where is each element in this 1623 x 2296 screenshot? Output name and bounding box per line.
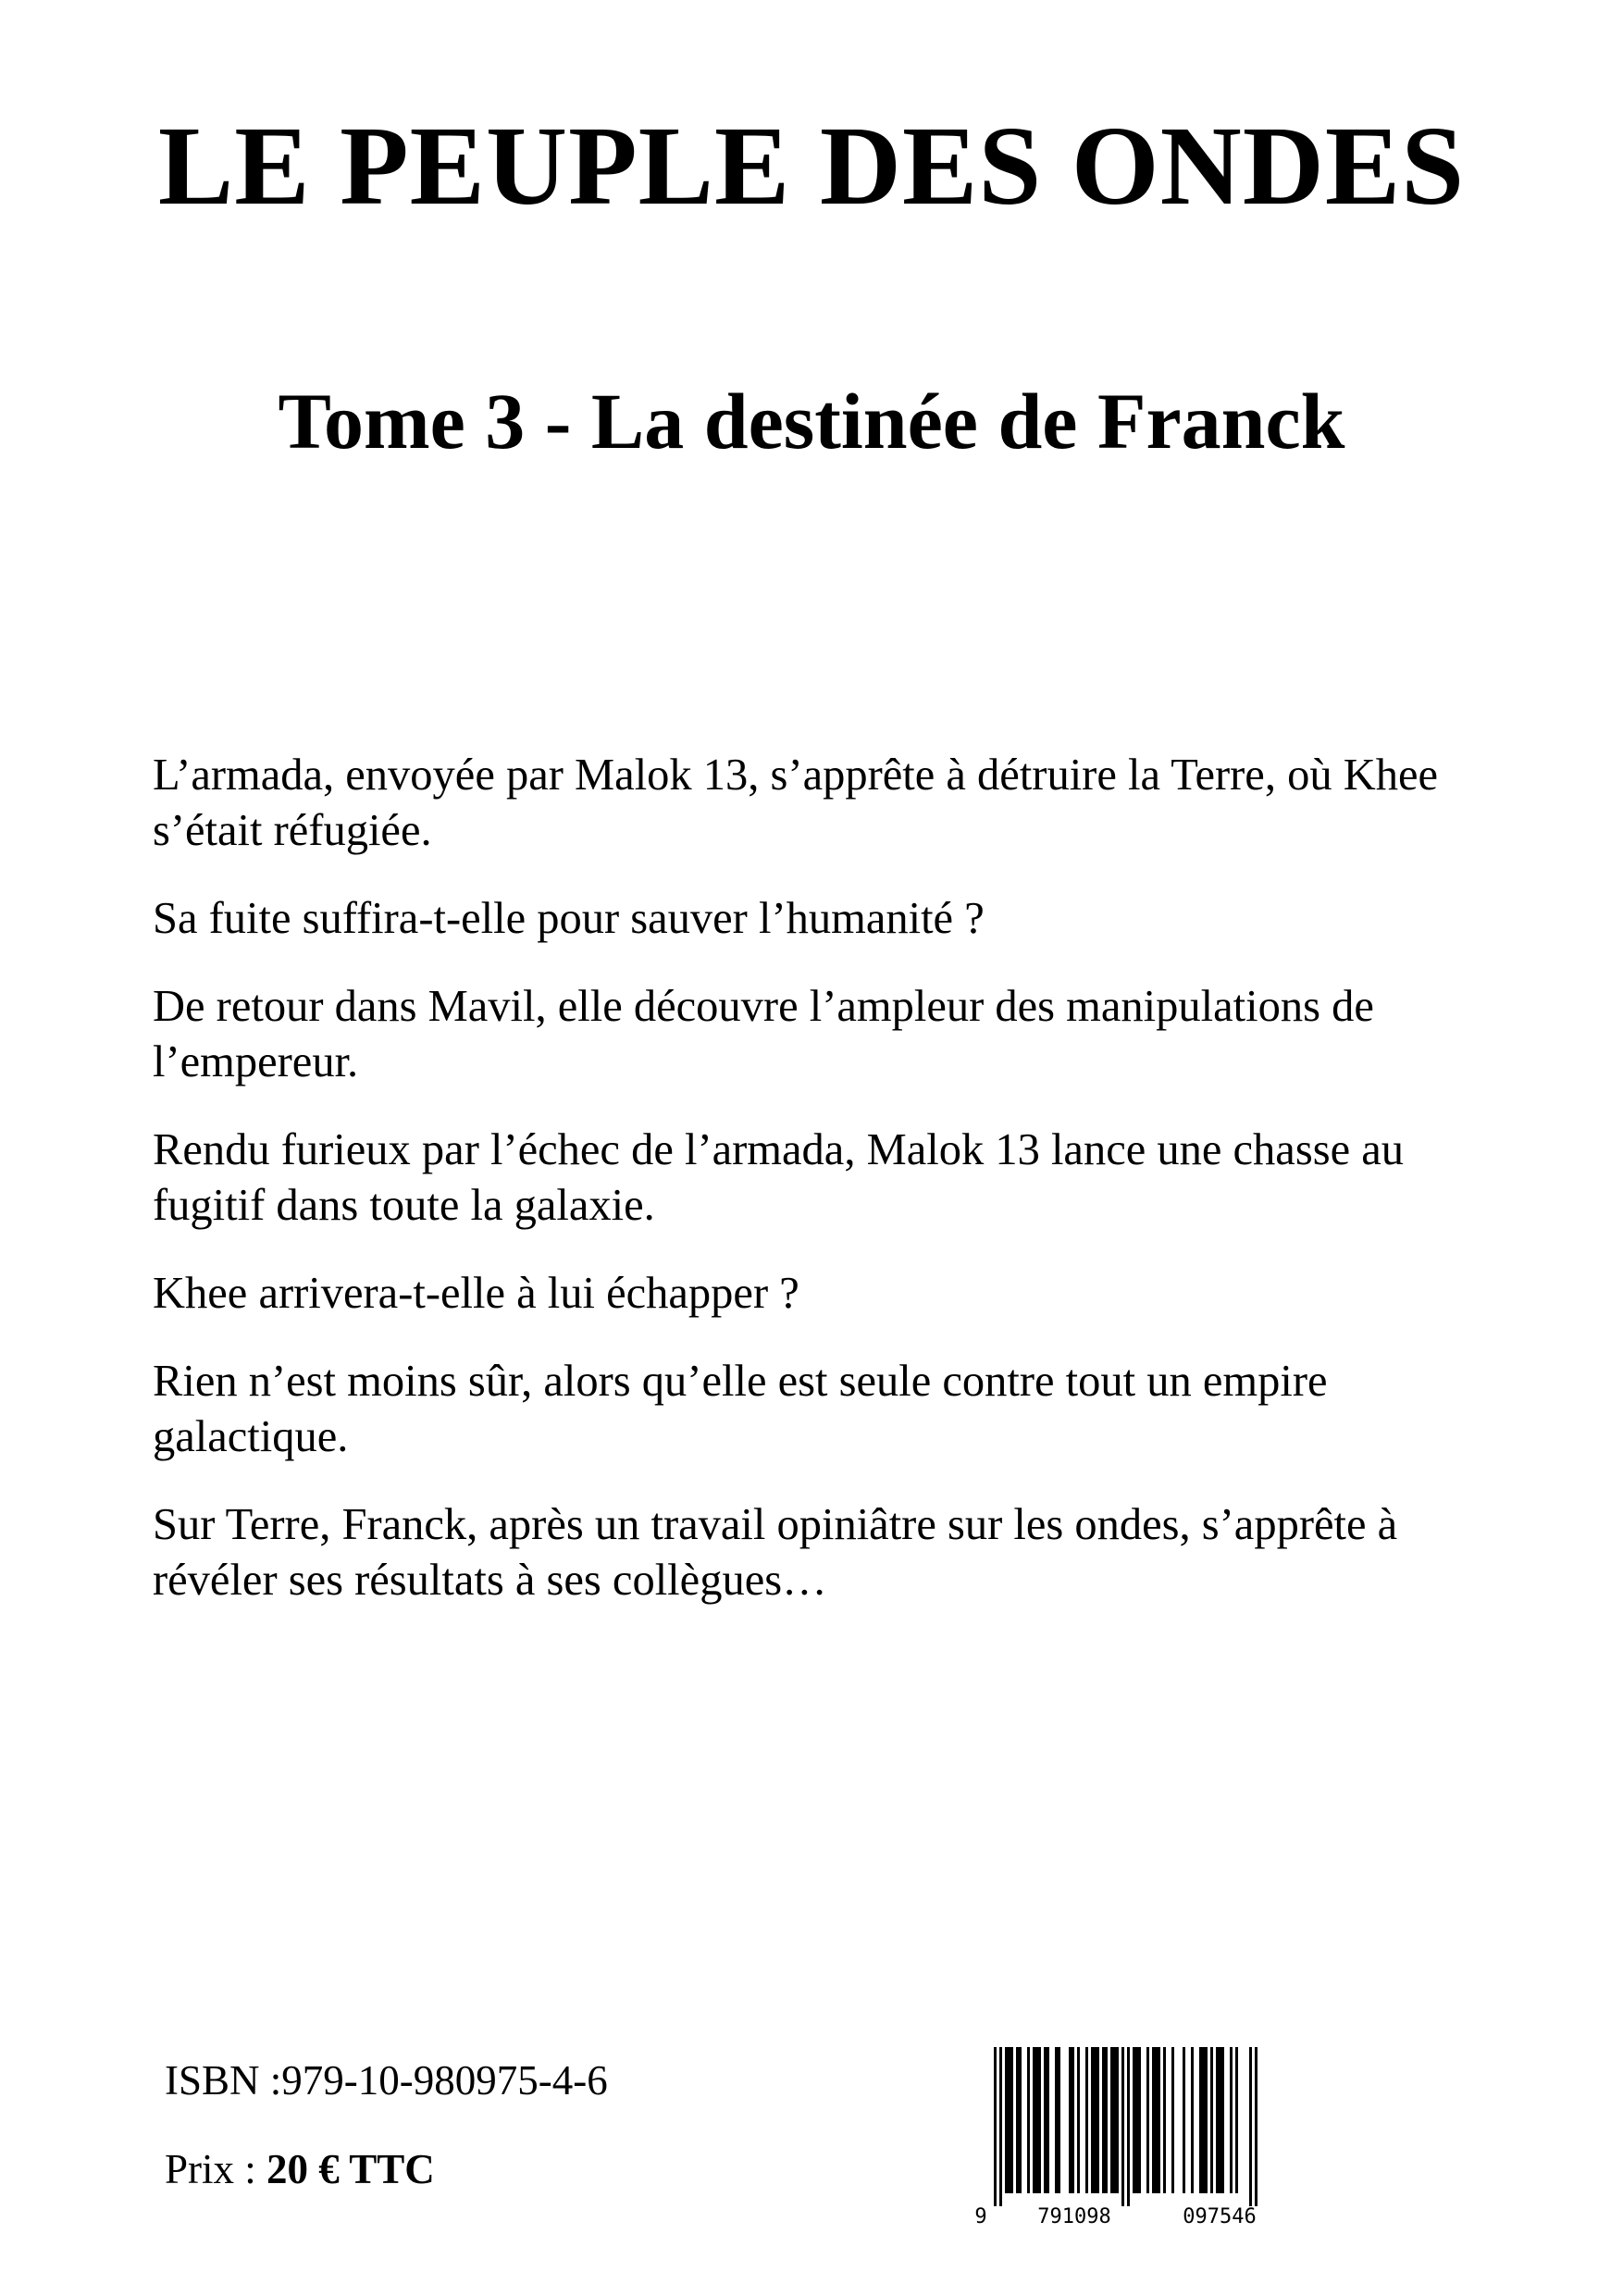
blurb-paragraph: Rien n’est moins sûr, alors qu’elle est seule contre tout un empire galactique. xyxy=(153,1357,1328,1461)
book-title: LE PEUPLE DES ONDES xyxy=(157,104,1466,229)
barcode-bar xyxy=(1230,2047,1233,2193)
barcode-bar xyxy=(1199,2047,1202,2193)
barcode-bar xyxy=(1008,2047,1010,2193)
barcode-bar xyxy=(1085,2047,1088,2193)
barcode-bar xyxy=(1069,2047,1072,2193)
barcode-digits-left: 791098 xyxy=(1037,2205,1111,2228)
blurb-text xyxy=(153,748,1485,1641)
barcode-bar xyxy=(1183,2047,1185,2193)
book-subtitle: Tome 3 - La destinée de Franck xyxy=(278,377,1345,465)
barcode-bar xyxy=(1171,2047,1174,2193)
blurb-paragraph: Sur Terre, Franck, après un travail opiniâtre sur les ondes, s’apprête à révéler ses résultats à ses collègues… xyxy=(153,1500,1398,1605)
barcode-bar xyxy=(1105,2047,1108,2193)
price-line xyxy=(165,2141,812,2197)
barcode-bar xyxy=(1027,2047,1030,2193)
barcode-bar xyxy=(1047,2047,1049,2193)
ean-barcode xyxy=(970,2047,1303,2228)
barcode-bar xyxy=(1102,2047,1105,2193)
barcode-bar xyxy=(1072,2047,1074,2193)
barcode-bar xyxy=(1146,2047,1149,2193)
barcode-bar xyxy=(1038,2047,1041,2193)
barcode-guard-bar xyxy=(1255,2047,1258,2206)
barcode-bar xyxy=(1010,2047,1013,2193)
barcode-bar xyxy=(1235,2047,1238,2193)
barcode-bar xyxy=(1110,2047,1113,2193)
barcode-bar xyxy=(1055,2047,1058,2193)
barcode-graphic xyxy=(970,2047,1303,2228)
barcode-bar xyxy=(1016,2047,1019,2193)
barcode-bar xyxy=(1116,2047,1119,2193)
price-label: Prix : xyxy=(165,2146,267,2192)
barcode-bar xyxy=(1202,2047,1205,2193)
barcode-bar xyxy=(1155,2047,1158,2193)
barcode-bars xyxy=(994,2047,1258,2206)
barcode-bar xyxy=(1138,2047,1141,2193)
barcode-bar xyxy=(1094,2047,1096,2193)
price-value: 20 € TTC xyxy=(266,2146,435,2192)
barcode-guard-bar xyxy=(1127,2047,1130,2206)
barcode-guard-bar xyxy=(999,2047,1002,2206)
blurb-paragraph: L’armada, envoyée par Malok 13, s’apprête à détruire la Terre, où Khee s’était réfugiée. xyxy=(153,751,1439,855)
barcode-bar xyxy=(1163,2047,1166,2193)
barcode-bar xyxy=(1096,2047,1099,2193)
barcode-guard-bar xyxy=(994,2047,997,2206)
barcode-bar xyxy=(1058,2047,1060,2193)
publication-info xyxy=(165,2053,812,2197)
barcode-bar xyxy=(1035,2047,1038,2193)
barcode-bar xyxy=(1033,2047,1035,2193)
barcode-bar xyxy=(1210,2047,1213,2193)
blurb-paragraph: Rendu furieux par l’échec de l’armada, Malok 13 lance une chasse au fugitif dans toute la galaxie. xyxy=(153,1125,1405,1230)
barcode-bar xyxy=(1044,2047,1047,2193)
blurb-paragraph: Khee arrivera-t-elle à lui échapper ? xyxy=(153,1269,799,1318)
blurb-paragraph: De retour dans Mavil, elle découvre l’ampleur des manipulations de l’empereur. xyxy=(153,982,1374,1086)
barcode-bar xyxy=(1005,2047,1008,2193)
barcode-bar xyxy=(1133,2047,1135,2193)
barcode-bar xyxy=(1077,2047,1080,2193)
barcode-bar xyxy=(1191,2047,1194,2193)
barcode-bar xyxy=(1113,2047,1116,2193)
blurb-paragraph: Sa fuite suffira-t-elle pour sauver l’humanité ? xyxy=(153,894,985,943)
barcode-bar xyxy=(1219,2047,1221,2193)
barcode-bar xyxy=(1152,2047,1155,2193)
barcode-guard-bar xyxy=(1121,2047,1124,2206)
barcode-bar xyxy=(1091,2047,1094,2193)
barcode-bar xyxy=(1158,2047,1160,2193)
barcode-digit-first: 9 xyxy=(974,2205,987,2228)
barcode-bar xyxy=(1019,2047,1022,2193)
barcode-bar xyxy=(1205,2047,1208,2193)
barcode-bar xyxy=(1216,2047,1219,2193)
barcode-digits-right: 097546 xyxy=(1183,2205,1257,2228)
barcode-guard-bar xyxy=(1249,2047,1252,2206)
barcode-bar xyxy=(1221,2047,1224,2193)
isbn-text: ISBN :979-10-980975-4-6 xyxy=(165,2057,608,2104)
barcode-bar xyxy=(1135,2047,1138,2193)
